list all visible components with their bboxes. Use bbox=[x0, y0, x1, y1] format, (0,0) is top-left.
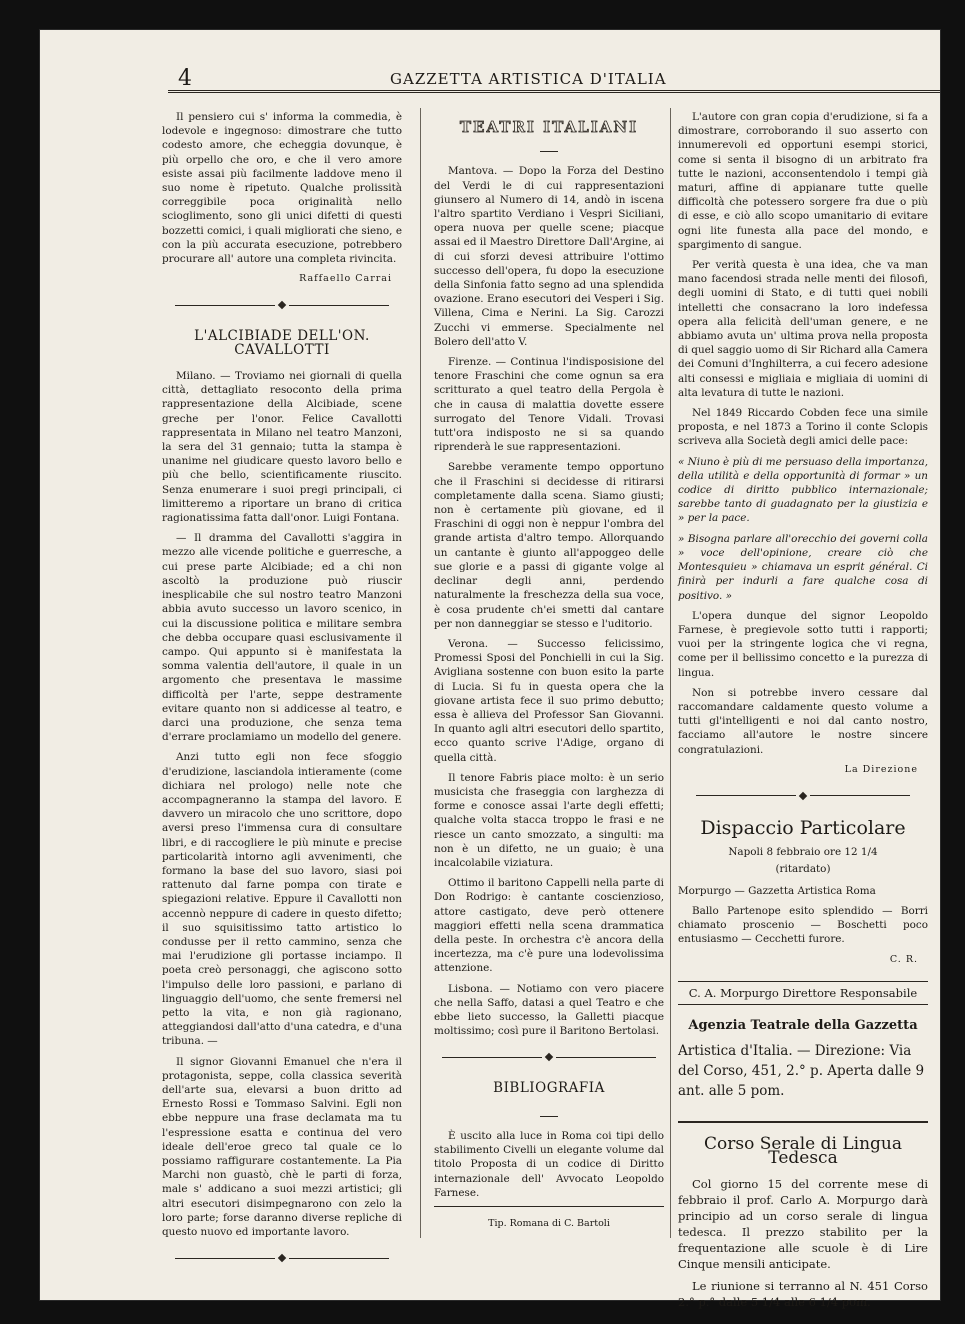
news-verona: Verona. — Successo felicissimo, Promessi Sposi del Ponchielli in cui la Sig. Avigliana sostenne con buon esito la parte di Lucia. Si fu in questa opera che la giovane artista fece il suo primo debutto; essa è allieva del Professor San Giovanni. In quanto agli altri esecutori dello spartito, ecco quanto scrive l'Adige, organo di quella città. bbox=[434, 637, 664, 764]
column-3 bbox=[678, 110, 928, 1316]
article-paragraph: Milano. — Troviamo nei giornali di quella città, dettagliato resoconto della prima rappresentazione della Alcibiade, scene greche per l'onor. Felice Cavallotti rappresentata in Milano nel teatro Manzoni, la sera del 31 gennaio; tutta la stampa è unanime nel giudicare questo lavoro bello e più che bello, scientificamente riuscito. Senza enumerare i suoi pregi principali, ci limitteremo a riportare un brano di critica ragionatissima fatta dall'onor. Luigi Fontana. bbox=[162, 370, 402, 525]
section-title-teatri: TEATRI ITALIANI bbox=[459, 118, 639, 136]
biblio-continued: L'autore con gran copia d'erudizione, si fa a dimostrare, corroborando il suo asserto con innumerevoli ed opportuni esempi storici, come si senta il bisogno di un arbitrato fra tutte le nazioni, acconsentendolo i tempi già maturi, affine di appianare tutte quelle difficoltà che potessero sorgere fra due o più di esse, e ciò allo scopo umanitario di evitare ogni lite funesta alla pace del mondo, e spargimento di sangue. bbox=[678, 111, 928, 251]
dispaccio-title: Dispaccio Particolare bbox=[700, 817, 906, 840]
agenzia-title: Agenzia Teatrale della Gazzetta bbox=[688, 1017, 918, 1033]
masthead: GAZZETTA ARTISTICA D'ITALIA bbox=[390, 70, 667, 88]
signature-carrai: Raffaello Carrai bbox=[299, 273, 392, 285]
column-1 bbox=[162, 110, 402, 1279]
page-number: 4 bbox=[178, 66, 192, 91]
column-rule-1 bbox=[420, 108, 421, 1238]
bottom-rule bbox=[434, 1206, 664, 1207]
news-verona-cont: Ottimo il baritono Cappelli nella parte di Don Rodrigo: è cantante coscienzioso, attore castigato, deve però ottenere maggiori effetti nella scena drammatica della peste. In orchestra c'è ancora della incertezza, ma c'è pure una lodevolissima attenzione. bbox=[434, 877, 664, 975]
dispaccio-signature: C. R. bbox=[889, 953, 918, 965]
biblio-continued: Nel 1849 Riccardo Cobden fece una simile proposta, e nel 1873 a Torino il conte Sclopis scriveva alla Società degli amici delle pace: bbox=[678, 407, 928, 448]
header-rule bbox=[168, 90, 940, 93]
biblio-continued: Per verità questa è una idea, che va man mano facendosi strada nelle menti dei filosofi, degli uomini di Stato, e di tutti quei nobili intelletti che consacrano la loro indefessa opera alla felicità dell'uman genere, e ne abbiamo avuta un' ultima prova nella proposta di quel saggio uomo di Sir Richard alla Camera dei Comuni d'Inghilterra, a cui fecero adesione alti consessi e migliaia e migliaia di uomini di alta levatura di tutte le nazioni. bbox=[678, 259, 928, 399]
corso-title: Corso Serale di Lingua Tedesca bbox=[678, 1121, 928, 1165]
article-paragraph: Il signor Giovanni Emanuel che n'era il protagonista, seppe, colla classica severità dell'arte sua, elevarsi a buon dritto ad Ernesto Rossi e Tommaso Salvini. Egli non ebbe neppure una frase declamata ma tu l'espressione esatta e continua del vero ideale dell'eroe greco tal quale ce lo possiamo raffigurare costantemente. La Pia Marchi non guastò, chè le parti di forza, male s' addicano a suoi mezzi artistici; gli altri esecutori disimpegnarono con zelo la loro parte; forse daranno diverse repliche di questo nuovo ed importante lavoro. bbox=[162, 1055, 402, 1239]
news-firenze: Firenze. — Continua l'indisposisione del tenore Fraschini che come ognun sa era scritturato a quel teatro della Pergola è che in causa di malattia dovette essere surrogato del Tenore Vidali. Trovasi tutt'ora indisposto ne si sa quando riprenderà le sue rappresentazioni. bbox=[434, 356, 664, 454]
corso-text: Le riunione si terranno al N. 451 Corso 2.° p.° dalle 5 1/4 alle 6 1/4 pom. bbox=[678, 1278, 928, 1309]
column-rule-2 bbox=[670, 108, 671, 1238]
biblio-continued: Non si potrebbe invero cessare dal raccomandare caldamente questo volume a tutti gl'intelligenti e noi dal canto nostro, facciamo all'autore le nostre sincere congratulazioni. bbox=[678, 686, 928, 756]
ornament-divider bbox=[434, 1050, 664, 1064]
news-verona-cont: Il tenore Fabris piace molto: è un serio musicista che fraseggia con larghezza di forme e conosce assai l'arte degli effetti; qualche volta stacca troppo le frasi e ne riesce un canto smozzato, a singulti: ma non è un difetto, ne un guaio; è una incalcolabile viziatura. bbox=[434, 771, 664, 869]
agenzia-text: Artistica d'Italia. — Direzione: Via del Corso, 451, 2.° p. Aperta dalle 9 ant. alle 5 pom. bbox=[678, 1043, 925, 1100]
dispaccio-recipient: Morpurgo — Gazzetta Artistica Roma bbox=[678, 884, 876, 897]
dispaccio-date: Napoli 8 febbraio ore 12 1/4 bbox=[728, 846, 878, 859]
ornament-divider bbox=[678, 789, 928, 803]
dispaccio-note: (ritardato) bbox=[775, 862, 831, 875]
signature-direzione: La Direzione bbox=[844, 763, 918, 775]
article-paragraph: — Il dramma del Cavallotti s'aggira in mezzo alle vicende politiche e guerresche, a cui prese parte Alcibiade; ed a chi non ascoltò la produzione può riuscir inesplicabile che sul nostro teatro Manzoni abbia avuto successo un lavoro scenico, in cui la discussione politica e militare sembra che debba occupare quasi esclusivamente il campo. Qui appunto si è manifestata la somma valentia dell'autore, il quale in un argomento che presentava le massime difficoltà per l'arte, seppe destramente evitare quanto non si addicesse al teatro, e darci una produzione, che senza tema d'errare proclamiamo un modello del genere. bbox=[162, 532, 402, 744]
bibliografia-text: È uscito alla luce in Roma coi tipi dello stabilimento Civelli un elegante volume dal titolo Proposta di un codice di Diritto internazionale dell' Avvocato Leopoldo Farnese. bbox=[434, 1130, 664, 1199]
ornament-divider bbox=[162, 298, 402, 312]
biblio-continued: L'opera dunque del signor Leopoldo Farnese, è pregievole sotto tutti i rapporti; vuoi per la stringente logica che vi regna, come per il bellissimo concetto e la purezza di lingua. bbox=[678, 609, 928, 679]
dash-divider bbox=[434, 1107, 664, 1121]
news-lisbona: Lisbona. — Notiamo con vero piacere che nella Saffo, datasi a quel Teatro e che ebbe lieto successo, la Galletti piacque moltissimo; così pure il Baritono Bertolasi. bbox=[434, 982, 664, 1038]
newspaper-page bbox=[40, 30, 940, 1309]
printer-credit: Tip. Romana di C. Bartoli bbox=[488, 1218, 610, 1230]
article-title: L'ALCIBIADE DELL'ON. CAVALLOTTI bbox=[194, 327, 370, 358]
corso-text: Col giorno 15 del corrente mese di febbraio il prof. Carlo A. Morpurgo darà principio ad un corso serale di lingua tedesca. Il prezzo stabilito per la frequentazione alle scuole è di Lire Cinque mensili anticipate. bbox=[678, 1176, 928, 1271]
dash-divider bbox=[434, 142, 664, 156]
direttore-bar: C. A. Morpurgo Direttore Responsabile bbox=[678, 981, 928, 1005]
article-paragraph: Anzi tutto egli non fece sfoggio d'erudizione, lasciandola intieramente (come dichiara nel prologo) nelle note che accompagneranno la stampa del lavoro. E davvero un miracolo che uno scrittore, dopo aversi preso l'immensa cura di consultare libri, e di raccogliere le più minute e precise particolarità intorno agli avvenimenti, che formano la base del suo lavoro, siasi poi rattenuto dal farne pompa con tirate e spiegazioni relative. Eppure il Cavallotti non accennò neppure di cadere in questo difetto; il suo squisitissimo tatto artistico lo condusse per il retto cammino, senza che mai l'erudizione gli portasse inciampo. Il poeta creò personaggi, che agiscono sotto l'impulso delle loro passioni, e parlano di linguaggio dell'uomo, che sente fremersi nel petto la vita, e non già ragionano, atteggiandosi dall'atto d'una catedra, e d'una tribuna. — bbox=[162, 751, 402, 1048]
quote-sclopis: « Niuno è più di me persuaso della importanza, della utilità e della opportunità di formar » un codice di diritto pubblico internazionale; sarebbe tanto di guadagnato per la giustizia e » per la pace. bbox=[678, 455, 928, 525]
quote-sclopis: » Bisogna parlare all'orecchio dei governi colla » voce dell'opinione, creare ciò che Montesquieu » chiamava un esprit général. Ci finirà per indurli a fare qualche cosa di positivo. » bbox=[678, 532, 928, 602]
ornament-divider bbox=[162, 1251, 402, 1265]
bibliografia-title: BIBLIOGRAFIA bbox=[493, 1079, 605, 1096]
news-mantova: Mantova. — Dopo la Forza del Destino del Verdi le di cui rappresentazioni giunsero al Numero di 14, andò in iscena l'altro spartito Verdiano i Vespri Siciliani, opera nuova per quelle scene; piacque assai ed il Maestro Direttore Dall'Argine, ai di cui sforzi devesi attribuire l'ottimo successo dell'opera, fu dopo la esecuzione della Sinfonia fatto segno ad una splendida ovazione. Erano esecutori dei Vesperi i Sig. Villena, Cima e Nerini. La Sig. Carozzi Zucchi vi emmerse. Specialmente nel Bolero dell'atto V. bbox=[434, 165, 664, 348]
dispaccio-body: Ballo Partenope esito splendido — Borri chiamato proscenio — Boschetti poco entusiasmo — Cecchetti furore. bbox=[678, 904, 928, 946]
news-firenze-cont: Sarebbe veramente tempo opportuno che il Fraschini si decidesse di ritirarsi completamente dalla scena. Siamo giusti; non è certamente più giovane, ed il Fraschini di oggi non è neppur l'ombra del grande artista d'altro tempo. Allorquando un cantante è giunto all'appoggeo delle sue glorie e a passi di gigante volge al declinar degli anni, perdendo naturalmente la freschezza della sua voce, è cosa prudente ch'ei smetti dal cantare per non danneggiar se stesso e l'uditorio. bbox=[434, 461, 664, 630]
intro-paragraph: Il pensiero cui s' informa la commedia, è lodevole e ingegnoso: dimostrare che tutto codesto amore, che echeggia dovunque, è più orpello che oro, e che il vero amore esiste assai più facilmente laddove meno il suo nome è ripetuto. Qualche prolissità correggibile poca originalità nello scioglimento, sono gli unici difetti di questi bozzetti comici, i quali migliorati che sieno, e con la più accurata esecuzione, potrebbero procurare all' autore una completa rivincita. bbox=[162, 111, 402, 266]
column-2 bbox=[434, 110, 664, 1231]
